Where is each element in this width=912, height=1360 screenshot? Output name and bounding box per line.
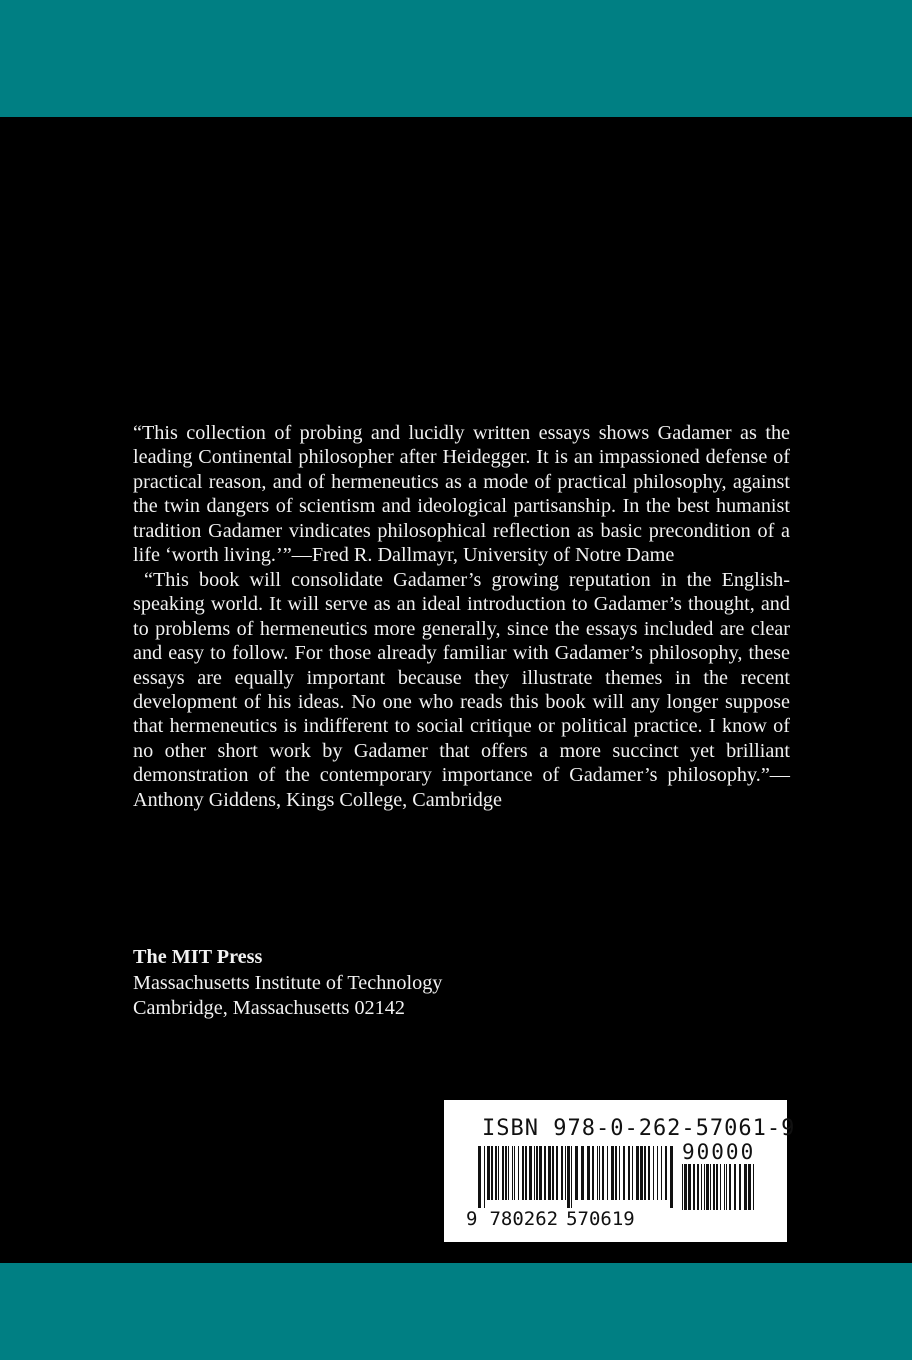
barcode-bar [556,1146,558,1200]
barcode-bar [505,1146,507,1200]
ean-right-digits: 570619 [566,1208,635,1230]
barcode-bar [636,1146,639,1200]
barcode-bar [539,1146,542,1200]
barcode-bar [597,1146,598,1200]
ean-left-digits: 780262 [489,1208,559,1230]
barcode-bar [491,1146,493,1200]
barcode-bar [706,1164,709,1210]
barcode-bar [522,1146,524,1200]
barcode-bar [693,1164,695,1210]
barcode-bar [665,1146,667,1200]
barcode-bar [518,1146,519,1200]
barcode-bar [704,1164,705,1210]
barcode-bar [575,1146,578,1200]
isbn-number: ISBN 978-0-262-57061-9 [482,1116,796,1141]
barcode-bar [729,1164,731,1210]
barcode-bar [478,1146,481,1208]
barcode-bar [710,1164,711,1210]
barcode-bar [682,1164,683,1210]
barcode-bar [525,1146,527,1200]
barcode-bar [565,1146,566,1200]
publisher-address: Cambridge, Massachusetts 02142 [133,997,405,1019]
barcode-bar [628,1146,630,1200]
isbn-barcode-label [444,1100,796,1242]
barcode-bar [632,1146,633,1200]
barcode-bar [724,1164,725,1210]
barcode-bar [661,1146,662,1200]
barcode-bar [748,1164,751,1210]
barcode-bar [581,1146,584,1200]
barcode-bar [508,1146,509,1200]
barcode-bar [684,1164,687,1210]
barcode-bar [611,1146,614,1200]
barcode-bar [587,1146,590,1200]
barcode-bar [744,1164,747,1210]
barcode-bar [619,1146,620,1200]
review-quote-dallmayr: “This collection of probing and lucidly written essays shows Gadamer as the leading Continental philosopher after Heidegger. It is an impassioned defense of practical reason, and of hermeneutics as a mode of practical philosophy, against the twin dangers of scientism and ideological partisanship. In the best humanist tradition Gadamer vindicates philosophical reflection as basic precondition of a life ‘worth living.’”—Fred R. Dallmayr, University of Notre Dame [133,422,790,567]
ean-digits [466,1208,666,1230]
publisher-block [133,945,653,1022]
barcode-bar [484,1146,485,1208]
ean-first-digit: 9 [466,1208,478,1230]
barcode-bar [567,1146,570,1208]
bottom-teal-band [0,1263,912,1360]
barcode-bar [697,1164,699,1210]
barcode-bar [498,1146,499,1200]
barcode-bar [529,1146,532,1200]
barcode-bar [753,1164,754,1210]
barcode-bar [623,1146,625,1200]
barcode-bar [657,1146,658,1200]
barcode-bar [561,1146,563,1200]
addon-barcode-bars [682,1164,754,1210]
barcode-bar [487,1146,490,1200]
barcode-bar [720,1164,721,1210]
price-code: 90000 [682,1140,756,1164]
barcode-bar [688,1164,691,1210]
barcode-bar [512,1146,513,1200]
barcode-bar [544,1146,546,1200]
publisher-name: The MIT Press [133,946,263,968]
barcode-bar [726,1164,727,1210]
barcode-bar [534,1146,535,1200]
top-teal-band [0,0,912,117]
barcode-bar [592,1146,594,1200]
publisher-institution: Massachusetts Institute of Technology [133,971,443,994]
barcode-bar [644,1146,646,1200]
barcode-bar [552,1146,554,1200]
barcode-bar [602,1146,604,1200]
barcode-bar [495,1146,497,1200]
barcode-bar [701,1164,702,1210]
barcode-bar [536,1146,538,1200]
barcode-bar [514,1146,515,1200]
review-blurbs [133,421,790,812]
barcode-bar [607,1146,608,1200]
barcode-bar [640,1146,643,1200]
review-quote-giddens: “This book will consolidate Gadamer’s growing reputation in the English-speaking world. It will serve as an ideal introduction to Gadamer’s thought, and to problems of hermeneutics more generally, since the essays included are clear and easy to follow. For those already familiar with Gadamer’s philosophy, these essays are equally important because they illustrate themes in the recent development of his ideas. No one who reads this book will any longer suppose that hermeneutics is indifferent to social critique or political practice. I know of no other short work by Gadamer that offers a more succinct yet brilliant demonstration of the contemporary importance of Gadamer’s philosophy.”—Anthony Giddens, Kings College, Cambridge [133,568,790,811]
barcode-bar [670,1146,673,1208]
barcode-bar [739,1164,741,1210]
barcode-bar [648,1146,650,1200]
barcode-bar [548,1146,551,1200]
ean-barcode-bars [478,1146,674,1208]
barcode-bar [734,1164,736,1210]
barcode-bar [615,1146,617,1200]
barcode-bar [502,1146,504,1200]
barcode-bar [716,1164,718,1210]
barcode-bar [653,1146,654,1200]
barcode-bar [571,1146,572,1208]
barcode-bar [713,1164,715,1210]
barcode-bar [599,1146,600,1200]
